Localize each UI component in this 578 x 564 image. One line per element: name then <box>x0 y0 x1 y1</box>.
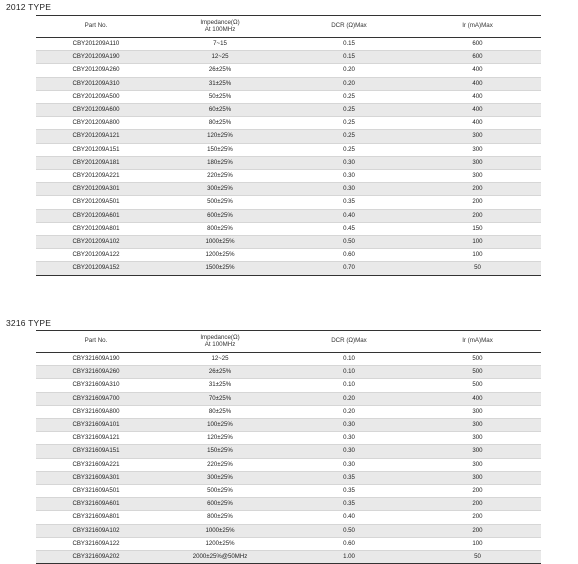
cell-ir: 500 <box>414 353 541 366</box>
cell-dcr: 0.30 <box>284 458 414 471</box>
table-row <box>36 445 541 458</box>
cell-dcr: 0.20 <box>284 64 414 77</box>
cell-ir: 300 <box>414 143 541 156</box>
cell-ir: 400 <box>414 104 541 117</box>
cell-ir: 300 <box>414 130 541 143</box>
cell-part-no: CBY201209A110 <box>36 38 156 51</box>
table-row <box>36 51 541 64</box>
cell-ir: 200 <box>414 511 541 524</box>
cell-impedance: 26±25% <box>156 366 284 379</box>
cell-ir: 500 <box>414 366 541 379</box>
cell-part-no: CBY201209A260 <box>36 64 156 77</box>
table-row <box>36 156 541 169</box>
cell-dcr: 0.35 <box>284 485 414 498</box>
cell-ir: 50 <box>414 262 541 275</box>
cell-impedance: 100±25% <box>156 419 284 432</box>
spec-table-2012 <box>36 15 541 276</box>
cell-impedance: 300±25% <box>156 471 284 484</box>
cell-impedance: 1000±25% <box>156 236 284 249</box>
cell-part-no: CBY201209A121 <box>36 130 156 143</box>
table-body <box>36 353 541 564</box>
cell-dcr: 0.10 <box>284 353 414 366</box>
cell-dcr: 0.35 <box>284 196 414 209</box>
cell-dcr: 0.25 <box>284 104 414 117</box>
cell-dcr: 0.35 <box>284 471 414 484</box>
cell-part-no: CBY321609A122 <box>36 537 156 550</box>
table-row <box>36 196 541 209</box>
cell-dcr: 0.35 <box>284 498 414 511</box>
table-row <box>36 64 541 77</box>
header-row <box>36 331 541 353</box>
cell-part-no: CBY201209A152 <box>36 262 156 275</box>
table-row <box>36 498 541 511</box>
cell-impedance: 1200±25% <box>156 249 284 262</box>
cell-dcr: 0.25 <box>284 130 414 143</box>
cell-impedance: 60±25% <box>156 104 284 117</box>
cell-ir: 300 <box>414 445 541 458</box>
table-row <box>36 170 541 183</box>
cell-dcr: 0.40 <box>284 209 414 222</box>
table-row <box>36 236 541 249</box>
cell-part-no: CBY321609A700 <box>36 392 156 405</box>
cell-impedance: 500±25% <box>156 196 284 209</box>
cell-part-no: CBY201209A122 <box>36 249 156 262</box>
header-impedance <box>156 16 284 38</box>
cell-ir: 400 <box>414 117 541 130</box>
cell-impedance: 800±25% <box>156 222 284 235</box>
cell-ir: 200 <box>414 485 541 498</box>
cell-impedance: 120±25% <box>156 432 284 445</box>
header-part-no: Part No. <box>36 331 156 353</box>
cell-ir: 300 <box>414 432 541 445</box>
header-impedance-sub: At 100MHz <box>204 25 236 33</box>
cell-impedance: 150±25% <box>156 445 284 458</box>
cell-ir: 300 <box>414 471 541 484</box>
cell-impedance: 600±25% <box>156 498 284 511</box>
cell-part-no: CBY321609A101 <box>36 419 156 432</box>
cell-part-no: CBY321609A601 <box>36 498 156 511</box>
cell-ir: 400 <box>414 64 541 77</box>
cell-ir: 200 <box>414 209 541 222</box>
table-row <box>36 432 541 445</box>
cell-ir: 400 <box>414 77 541 90</box>
cell-ir: 600 <box>414 38 541 51</box>
table-row <box>36 262 541 275</box>
cell-part-no: CBY201209A102 <box>36 236 156 249</box>
table-row <box>36 485 541 498</box>
table-row <box>36 419 541 432</box>
cell-part-no: CBY201209A301 <box>36 183 156 196</box>
table-row <box>36 537 541 550</box>
cell-part-no: CBY201209A801 <box>36 222 156 235</box>
cell-impedance: 1200±25% <box>156 537 284 550</box>
cell-impedance: 50±25% <box>156 90 284 103</box>
cell-impedance: 80±25% <box>156 117 284 130</box>
table-row <box>36 511 541 524</box>
header-ir: Ir (mA)Max <box>414 331 541 353</box>
cell-part-no: CBY201209A501 <box>36 196 156 209</box>
table-row <box>36 392 541 405</box>
cell-ir: 200 <box>414 498 541 511</box>
cell-part-no: CBY321609A190 <box>36 353 156 366</box>
cell-dcr: 0.60 <box>284 537 414 550</box>
cell-impedance: 1000±25% <box>156 524 284 537</box>
table-row <box>36 222 541 235</box>
cell-dcr: 0.25 <box>284 117 414 130</box>
cell-impedance: 220±25% <box>156 170 284 183</box>
cell-ir: 150 <box>414 222 541 235</box>
table-row <box>36 524 541 537</box>
cell-dcr: 0.30 <box>284 445 414 458</box>
cell-ir: 100 <box>414 236 541 249</box>
header-part-no: Part No. <box>36 16 156 38</box>
cell-dcr: 0.10 <box>284 379 414 392</box>
cell-part-no: CBY201209A221 <box>36 170 156 183</box>
header-dcr: DCR (Ω)Max <box>284 331 414 353</box>
cell-part-no: CBY321609A202 <box>36 551 156 564</box>
cell-dcr: 0.20 <box>284 392 414 405</box>
cell-part-no: CBY201209A601 <box>36 209 156 222</box>
cell-dcr: 0.50 <box>284 236 414 249</box>
cell-impedance: 500±25% <box>156 485 284 498</box>
table-row <box>36 90 541 103</box>
header-impedance-label: Impedance(Ω) <box>200 18 240 26</box>
cell-ir: 500 <box>414 379 541 392</box>
cell-part-no: CBY321609A221 <box>36 458 156 471</box>
table-row <box>36 249 541 262</box>
cell-part-no: CBY321609A310 <box>36 379 156 392</box>
cell-part-no: CBY321609A151 <box>36 445 156 458</box>
cell-part-no: CBY321609A260 <box>36 366 156 379</box>
cell-impedance: 180±25% <box>156 156 284 169</box>
table-row <box>36 471 541 484</box>
cell-impedance: 31±25% <box>156 379 284 392</box>
cell-part-no: CBY201209A500 <box>36 90 156 103</box>
table-row <box>36 209 541 222</box>
cell-dcr: 0.30 <box>284 183 414 196</box>
cell-part-no: CBY321609A102 <box>36 524 156 537</box>
cell-part-no: CBY321609A800 <box>36 405 156 418</box>
cell-ir: 200 <box>414 183 541 196</box>
cell-part-no: CBY201209A190 <box>36 51 156 64</box>
cell-dcr: 0.15 <box>284 51 414 64</box>
table-body <box>36 38 541 276</box>
table-row <box>36 366 541 379</box>
cell-ir: 200 <box>414 196 541 209</box>
cell-ir: 100 <box>414 249 541 262</box>
cell-impedance: 12~25 <box>156 353 284 366</box>
cell-dcr: 0.30 <box>284 170 414 183</box>
cell-ir: 200 <box>414 524 541 537</box>
section-title: 3216 TYPE <box>6 318 52 328</box>
cell-impedance: 31±25% <box>156 77 284 90</box>
cell-part-no: CBY321609A301 <box>36 471 156 484</box>
section-title: 2012 TYPE <box>6 2 52 12</box>
cell-part-no: CBY321609A501 <box>36 485 156 498</box>
cell-dcr: 0.60 <box>284 249 414 262</box>
cell-impedance: 26±25% <box>156 64 284 77</box>
spec-table-3216 <box>36 330 541 564</box>
cell-dcr: 0.50 <box>284 524 414 537</box>
table-row <box>36 353 541 366</box>
header-dcr: DCR (Ω)Max <box>284 16 414 38</box>
cell-ir: 400 <box>414 392 541 405</box>
cell-impedance: 70±25% <box>156 392 284 405</box>
cell-dcr: 0.10 <box>284 366 414 379</box>
table-row <box>36 183 541 196</box>
cell-dcr: 0.30 <box>284 432 414 445</box>
cell-dcr: 0.45 <box>284 222 414 235</box>
cell-impedance: 220±25% <box>156 458 284 471</box>
cell-ir: 300 <box>414 405 541 418</box>
cell-part-no: CBY321609A121 <box>36 432 156 445</box>
cell-impedance: 1500±25% <box>156 262 284 275</box>
cell-part-no: CBY201209A181 <box>36 156 156 169</box>
cell-dcr: 0.20 <box>284 405 414 418</box>
cell-ir: 100 <box>414 537 541 550</box>
cell-ir: 50 <box>414 551 541 564</box>
header-row <box>36 16 541 38</box>
cell-impedance: 7~15 <box>156 38 284 51</box>
table-row <box>36 77 541 90</box>
cell-dcr: 0.20 <box>284 77 414 90</box>
table-row <box>36 104 541 117</box>
cell-part-no: CBY201209A800 <box>36 117 156 130</box>
cell-impedance: 800±25% <box>156 511 284 524</box>
cell-impedance: 80±25% <box>156 405 284 418</box>
cell-part-no: CBY321609A801 <box>36 511 156 524</box>
header-ir: Ir (mA)Max <box>414 16 541 38</box>
table-row <box>36 458 541 471</box>
cell-dcr: 0.30 <box>284 419 414 432</box>
cell-impedance: 120±25% <box>156 130 284 143</box>
cell-dcr: 0.70 <box>284 262 414 275</box>
cell-impedance: 12~25 <box>156 51 284 64</box>
cell-ir: 300 <box>414 458 541 471</box>
cell-ir: 300 <box>414 170 541 183</box>
table-row <box>36 143 541 156</box>
cell-ir: 400 <box>414 90 541 103</box>
table-row <box>36 405 541 418</box>
cell-ir: 300 <box>414 419 541 432</box>
cell-impedance: 2000±25%@50MHz <box>156 551 284 564</box>
cell-ir: 600 <box>414 51 541 64</box>
cell-dcr: 0.30 <box>284 156 414 169</box>
table-row <box>36 38 541 51</box>
cell-ir: 300 <box>414 156 541 169</box>
cell-dcr: 0.15 <box>284 38 414 51</box>
header-impedance-label: Impedance(Ω) <box>200 333 240 341</box>
header-impedance <box>156 331 284 353</box>
cell-impedance: 600±25% <box>156 209 284 222</box>
cell-dcr: 0.25 <box>284 143 414 156</box>
header-impedance-sub: At 100MHz <box>204 340 236 348</box>
cell-dcr: 0.40 <box>284 511 414 524</box>
cell-impedance: 300±25% <box>156 183 284 196</box>
cell-dcr: 0.25 <box>284 90 414 103</box>
cell-part-no: CBY201209A600 <box>36 104 156 117</box>
table-row <box>36 117 541 130</box>
table-row <box>36 130 541 143</box>
table-row <box>36 379 541 392</box>
cell-part-no: CBY201209A151 <box>36 143 156 156</box>
table-row <box>36 551 541 564</box>
cell-dcr: 1.00 <box>284 551 414 564</box>
cell-part-no: CBY201209A310 <box>36 77 156 90</box>
cell-impedance: 150±25% <box>156 143 284 156</box>
